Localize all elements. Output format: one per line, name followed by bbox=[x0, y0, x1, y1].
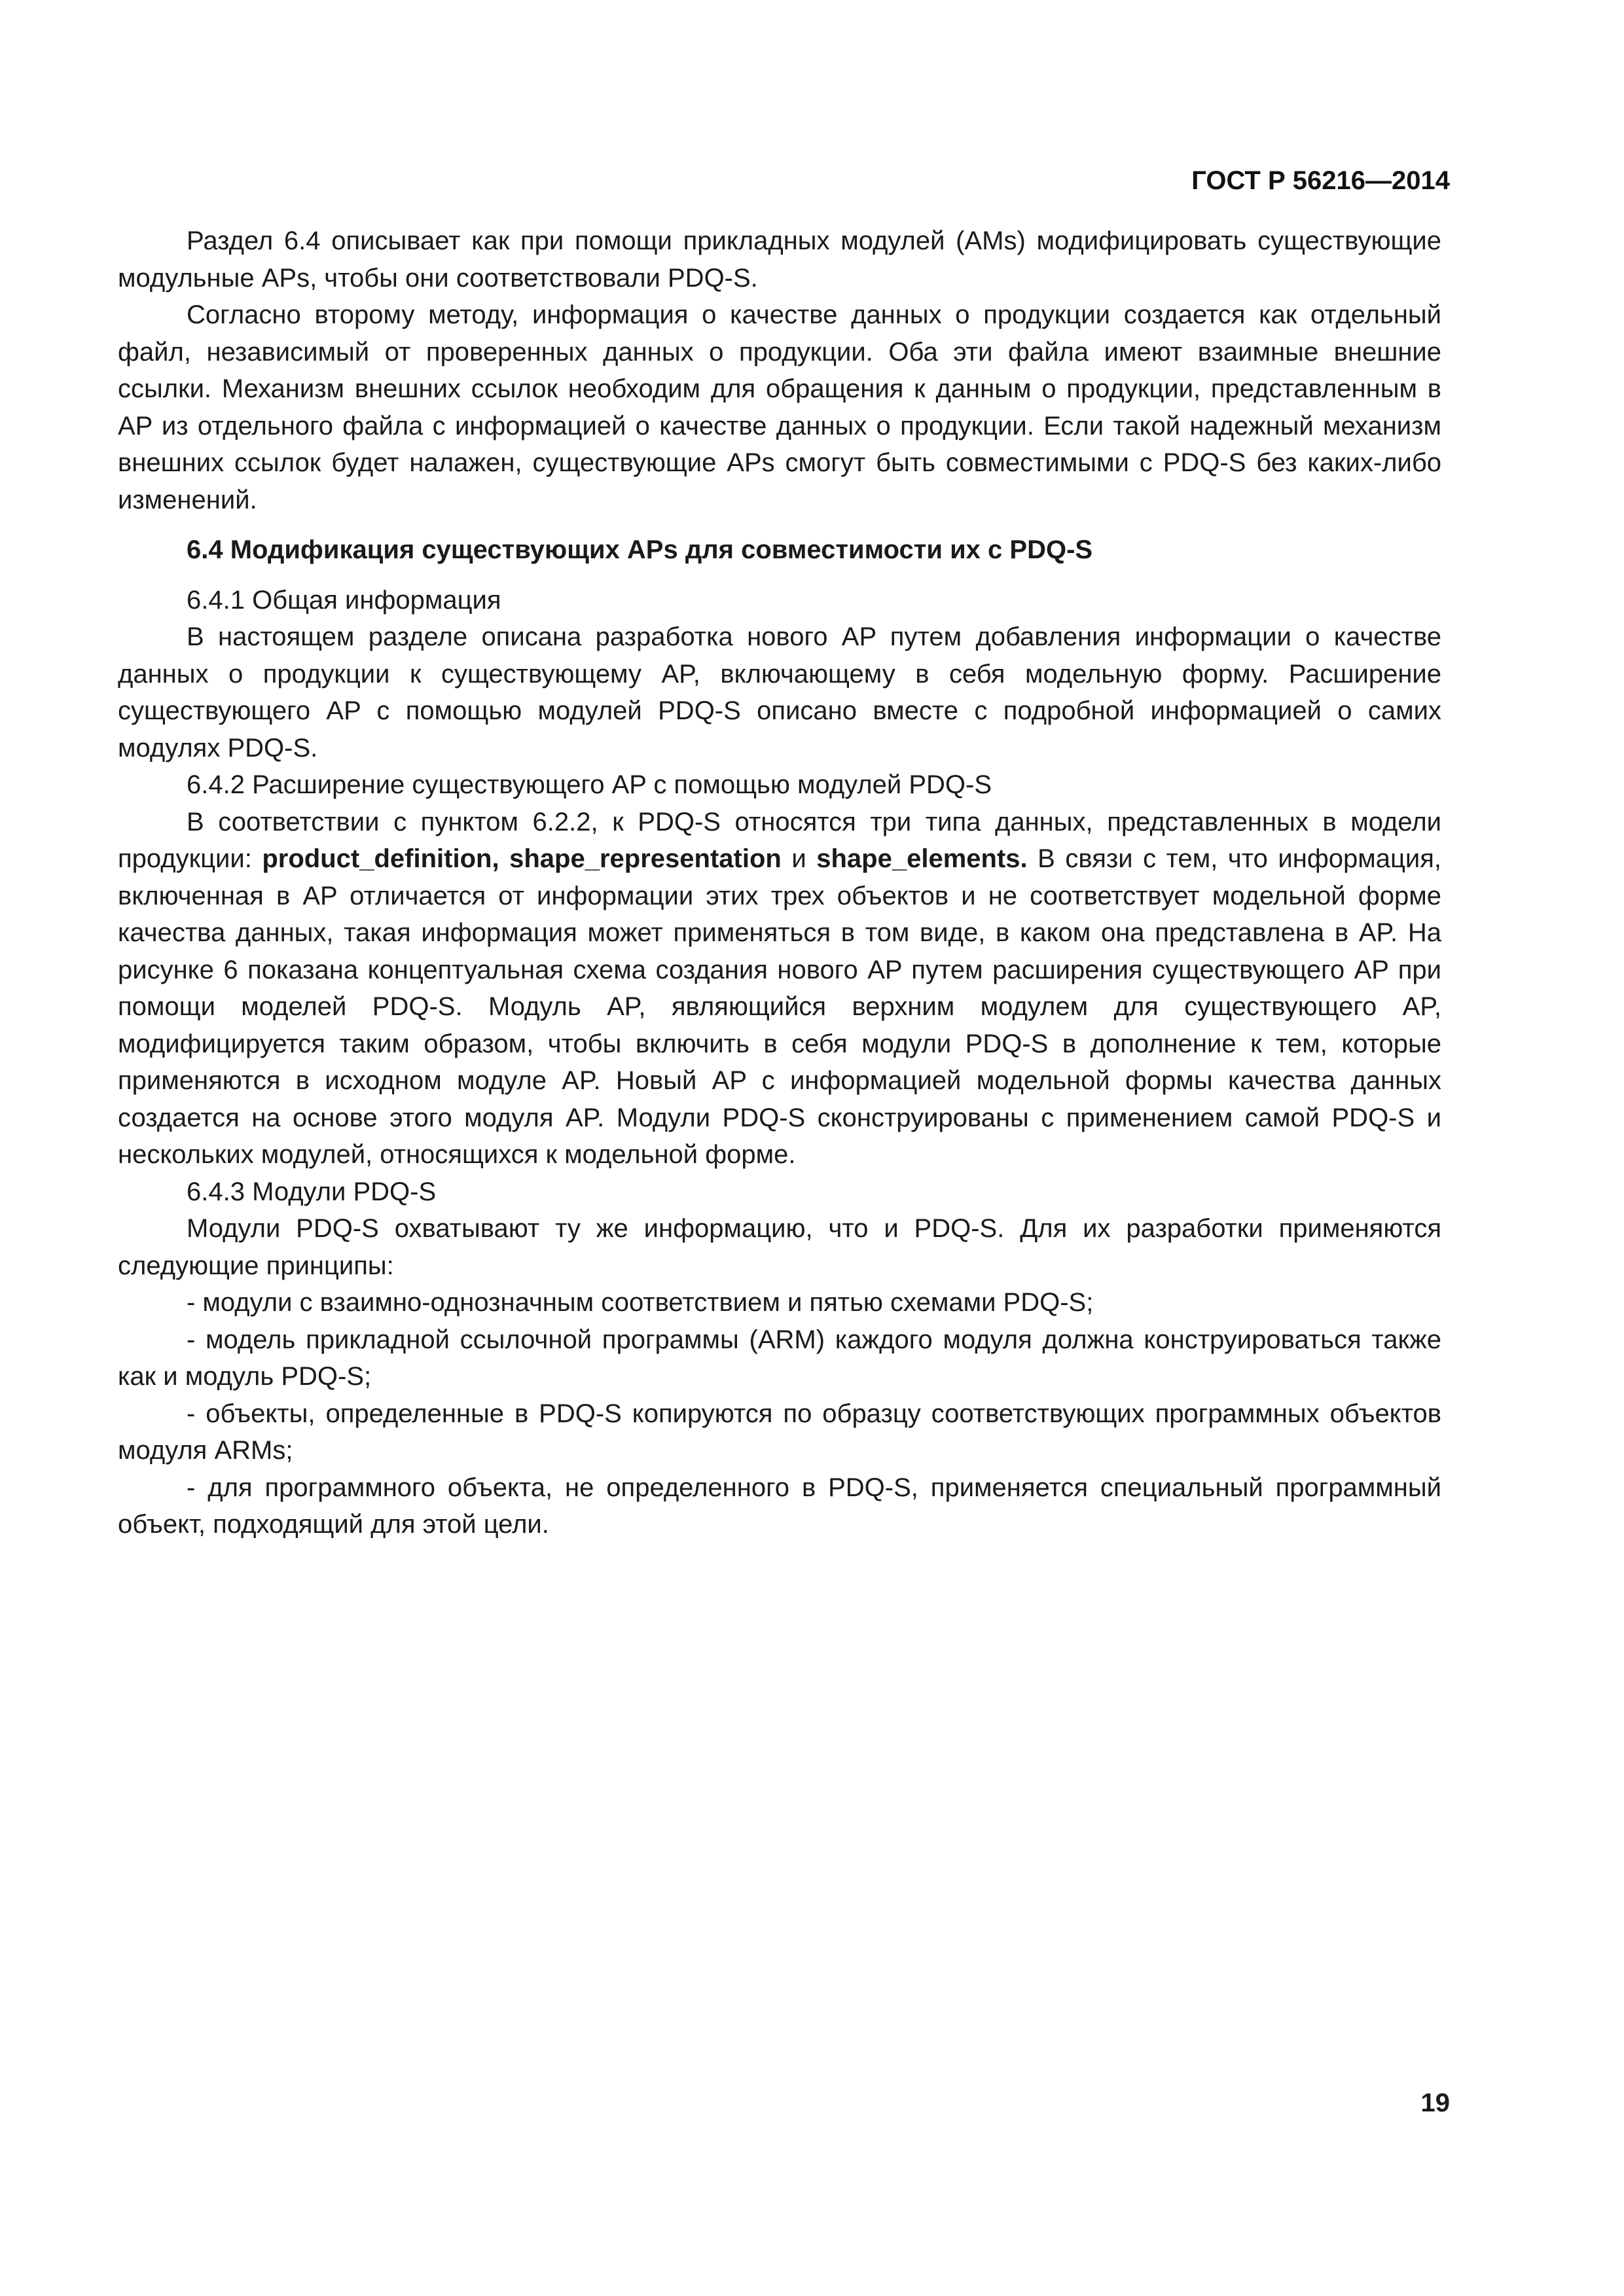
list-item: - объекты, определенные в PDQ-S копируются по образцу соответствующих программных объектов модуля ARMs; bbox=[118, 1399, 1441, 1465]
paragraph-extension bbox=[118, 804, 1441, 1174]
bold-terms-1: product_definition, shape_representation bbox=[262, 844, 782, 873]
list-item: - модули с взаимно-однозначным соответствием и пятью схемами PDQ-S; bbox=[187, 1288, 1094, 1317]
document-header-id: ГОСТ Р 56216—2014 bbox=[1191, 166, 1450, 195]
subsection-heading-6-4-1: 6.4.1 Общая информация bbox=[187, 585, 501, 615]
section-heading-6-4: 6.4 Модификация существующих APs для совместимости их с PDQ-S bbox=[187, 535, 1093, 564]
paragraph-extension-end: В связи с тем, что информация, включенная в AP отличается от информации этих трех объектов и не соответствует модельной форме качества данных, такая информация может применяться в том виде, в каком она представлена в AP. На рисунке 6 показана концептуальная схема создания нового AP путем расширения существующего AP при помощи моделей PDQ-S. Модуль AP, являющийся верхним модулем для существующего AP, модифицируется таким образом, чтобы включить в себя модули PDQ-S в дополнение к тем, которые применяются в исходном модуле AP. Новый AP с информацией модельной формы качества данных создается на основе этого модуля AP. Модули PDQ-S сконструированы с применением самой PDQ-S и нескольких модулей, относящихся к модельной форме. bbox=[118, 844, 1442, 1169]
paragraph-extension-start: В соответствии с пунктом 6.2.2, к PDQ-S относятся три типа данных, представленных в модели продукции: bbox=[118, 807, 1441, 873]
paragraph-modules: Модули PDQ-S охватывают ту же информацию, что и PDQ-S. Для их разработки применяются следующие принципы: bbox=[118, 1214, 1441, 1280]
subsection-heading-6-4-3: 6.4.3 Модули PDQ-S bbox=[187, 1177, 437, 1206]
paragraph-intro-6-4: Раздел 6.4 описывает как при помощи прикладных модулей (AMs) модифицировать существующие модульные APs, чтобы они соответствовали PDQ-S. bbox=[118, 226, 1441, 293]
conjunction-and: и bbox=[781, 844, 817, 873]
paragraph-general-info: В настоящем разделе описана разработка нового AP путем добавления информации о качестве данных о продукции к существующему AP, включающему в себя модельную форму. Расширение существующего AP с помощью модулей PDQ-S описано вместе с подробной информацией о самих модулях PDQ-S. bbox=[118, 622, 1441, 762]
list-item: - модель прикладной ссылочной программы (ARM) каждого модуля должна конструироваться также как и модуль PDQ-S; bbox=[118, 1325, 1441, 1391]
list-item: - для программного объекта, не определенного в PDQ-S, применяется специальный программный объект, подходящий для этой цели. bbox=[118, 1473, 1441, 1539]
page-number: 19 bbox=[1420, 2089, 1450, 2117]
paragraph-second-method: Согласно второму методу, информация о качестве данных о продукции создается как отдельный файл, независимый от проверенных данных о продукции. Оба эти файла имеют взаимные внешние ссылки. Механизм внешних ссылок необходим для обращения к данным о продукции, представленным в AP из отдельного файла с информацией о качестве данных о продукции. Если такой надежный механизм внешних ссылок будет налажен, существующие APs смогут быть совместимыми с PDQ-S без каких-либо изменений. bbox=[118, 300, 1441, 514]
subsection-heading-6-4-2: 6.4.2 Расширение существующего AP с помощью модулей PDQ-S bbox=[187, 770, 992, 799]
document-body bbox=[118, 223, 1441, 1543]
bold-terms-2: shape_elements. bbox=[816, 844, 1028, 873]
